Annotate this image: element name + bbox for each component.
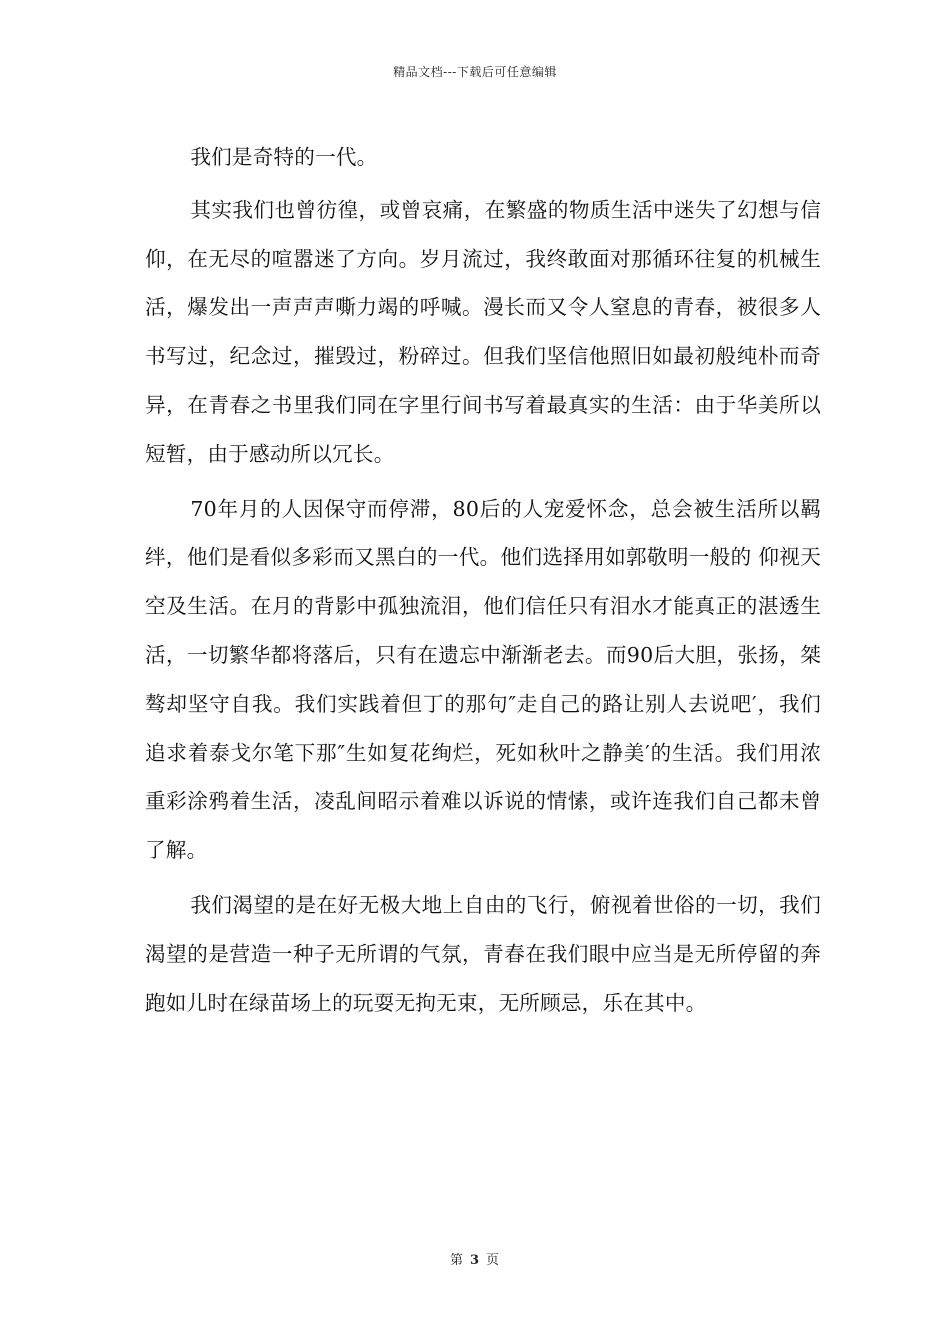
page-number: 3	[469, 1253, 481, 1268]
paragraph-4: 我们渴望的是在好无极大地上自由的飞行，俯视着世俗的一切，我们渴望的是营造一种子无所谓的气氛，青春在我们眼中应当是无所停留的奔跑如儿时在绿苗场上的玩耍无拘无束，无所顾忌，乐在其中。	[145, 892, 821, 1015]
document-body	[145, 133, 821, 1027]
footer-suffix: 页	[486, 1253, 501, 1268]
page-footer	[0, 1249, 950, 1268]
footer-prefix: 第	[449, 1253, 464, 1268]
paragraph-2: 其实我们也曾彷徨，或曾哀痛，在繁盛的物质生活中迷失了幻想与信仰，在无尽的喧嚣迷了方向。岁月流过，我终敢面对那循环往复的机械生活，爆发出一声声声嘶力竭的呼喊。漫长而又令人窒息的青春，被很多人书写过，纪念过，摧毁过，粉碎过。但我们坚信他照旧如最初般纯朴而奇异，在青春之书里我们同在字里行间书写着最真实的生活：由于华美所以短暂，由于感动所以冗长。	[145, 197, 821, 466]
paragraph-1: 我们是奇特的一代。	[190, 145, 378, 169]
page-header: 精品文档---下载后可任意编辑	[393, 65, 557, 79]
paragraph-3: 70年月的人因保守而停滞，80后的人宠爱怀念，总会被生活所以羁绊，他们是看似多彩而又黑白的一代。他们选择用如郭敬明一般的 仰视天空及生活。在月的背影中孤独流泪，他们信任只有泪水才能真正的湛透生活，一切繁华都将落后，只有在遗忘中渐渐老去。而90后大胆，张扬，桀骜却坚守自我。我们实践着但丁的那句″走自己的路让别人去说吧′，我们追求着泰戈尔笔下那″生如复花绚烂，死如秋叶之静美′的生活。我们用浓重彩涂鸦着生活，凌乱间昭示着难以诉说的情愫，或许连我们自己都未曾了解。	[145, 496, 821, 863]
